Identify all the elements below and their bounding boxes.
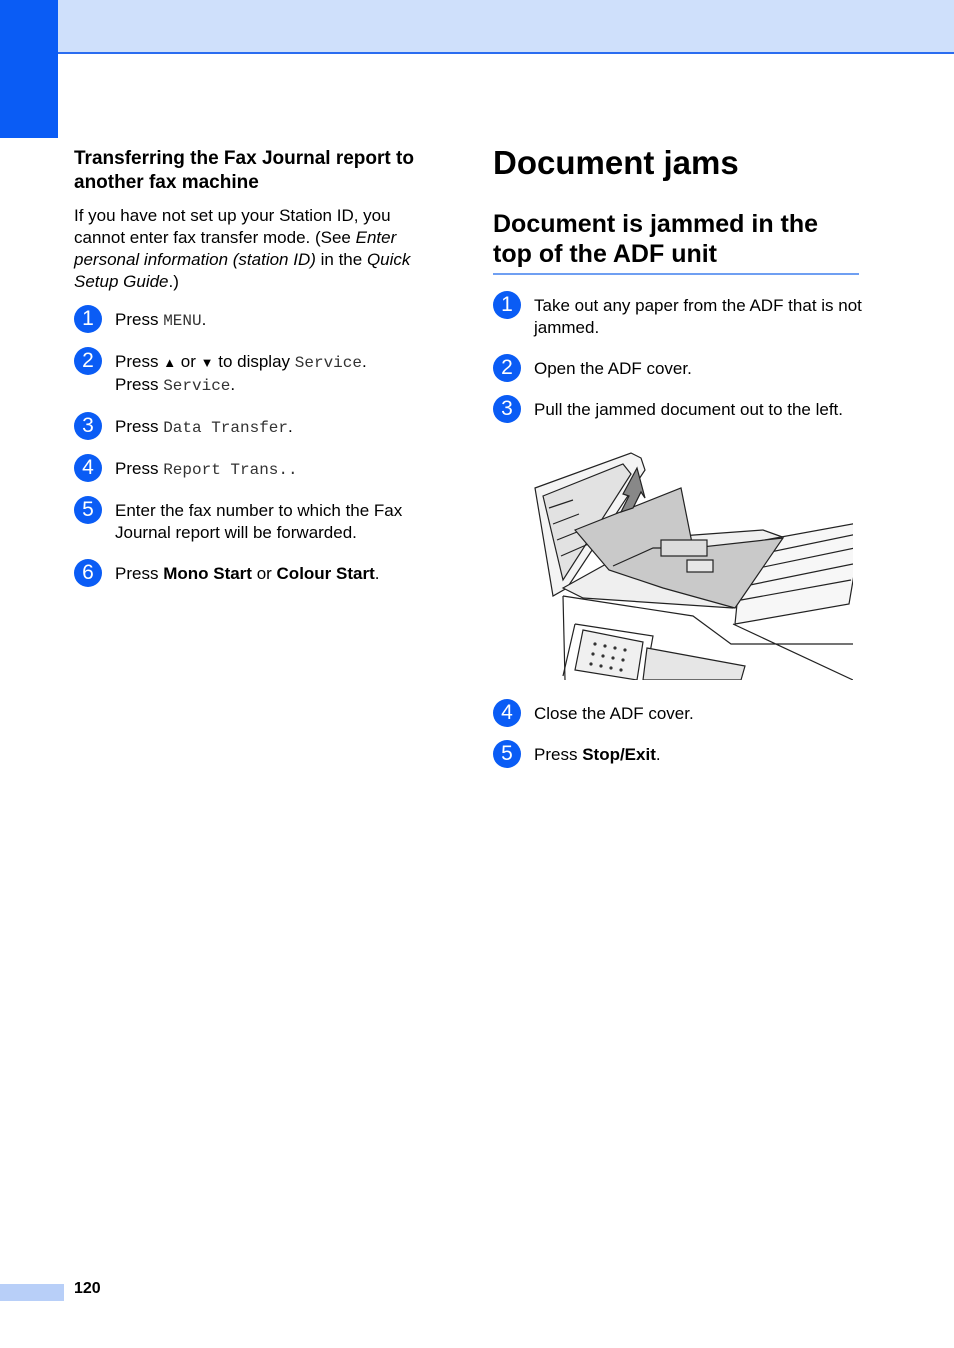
step-item <box>493 295 863 339</box>
step-number: 3 <box>74 412 102 440</box>
step-text: Press <box>115 459 164 478</box>
step-text: . <box>361 352 367 371</box>
step-text: Press <box>115 564 164 583</box>
step-item <box>74 416 446 439</box>
menu-key: Service <box>294 354 362 372</box>
down-arrow-icon: ▼ <box>200 355 214 370</box>
step-text: Press <box>115 352 164 371</box>
step-number: 3 <box>493 395 521 423</box>
step-item <box>74 458 446 481</box>
up-arrow-icon: ▲ <box>163 355 177 370</box>
section-title: Document is jammed in the top of the ADF unit <box>493 209 859 275</box>
menu-key: Service <box>163 377 231 395</box>
adf-jam-illustration <box>513 448 853 680</box>
step-item <box>493 703 863 725</box>
step-text: Take out any paper from the ADF that is not jammed. <box>534 296 862 337</box>
step-number: 1 <box>493 291 521 319</box>
intro-text: in the <box>315 250 367 269</box>
step-text: . <box>655 745 661 764</box>
intro-ref-station-id: Enter personal information (station ID) <box>74 228 397 269</box>
step-item <box>74 309 446 332</box>
step-item <box>74 563 446 585</box>
step-number: 1 <box>74 305 102 333</box>
chapter-tab <box>0 0 58 138</box>
step-number: 4 <box>74 454 102 482</box>
chapter-title: Document jams <box>493 144 739 181</box>
right-column <box>493 143 863 785</box>
intro-ref-guide: Quick Setup Guide <box>74 250 411 291</box>
header-band <box>0 0 954 54</box>
step-number: 4 <box>493 699 521 727</box>
step-text: Press <box>115 417 164 436</box>
step-text: Pull the jammed document out to the left. <box>534 400 844 419</box>
menu-key: Data Transfer <box>163 419 289 437</box>
key-name: Mono Start <box>163 564 252 583</box>
transfer-steps <box>74 309 446 585</box>
step-text: Close the ADF cover. <box>534 704 694 723</box>
step-item <box>74 351 446 397</box>
intro-paragraph <box>74 205 446 293</box>
step-text: Enter the fax number to which the Fax Journal report will be forwarded. <box>115 501 403 542</box>
step-item <box>74 500 446 544</box>
step-number: 6 <box>74 559 102 587</box>
adf-jam-steps <box>493 295 863 421</box>
adf-jam-steps-continued <box>493 703 863 766</box>
step-text: or <box>251 564 277 583</box>
menu-key: MENU <box>163 312 202 330</box>
key-name: Colour Start <box>276 564 375 583</box>
intro-text: If you have not set up your Station ID, you cannot enter fax transfer mode. (See <box>74 206 391 247</box>
step-text: Press <box>534 745 583 764</box>
step-text: to display <box>213 352 295 371</box>
step-number: 2 <box>74 347 102 375</box>
step-text: or <box>176 352 201 371</box>
page-number: 120 <box>74 1280 101 1297</box>
step-text: . <box>288 417 293 436</box>
subsection-title: Transferring the Fax Journal report to another fax machine <box>74 148 414 193</box>
left-column <box>74 147 446 604</box>
step-item <box>493 399 863 421</box>
step-item <box>493 744 863 766</box>
intro-text: .) <box>168 272 179 291</box>
step-item <box>493 358 863 380</box>
step-text: Press <box>115 310 164 329</box>
step-text: . <box>288 461 298 479</box>
step-text: . <box>374 564 380 583</box>
step-text: Open the ADF cover. <box>534 359 692 378</box>
footer-bar <box>0 1284 64 1301</box>
step-number: 2 <box>493 354 521 382</box>
step-number: 5 <box>493 740 521 768</box>
menu-key: Report Trans. <box>163 461 289 479</box>
step-text: Press <box>115 375 164 394</box>
step-text: . <box>230 375 236 394</box>
step-number: 5 <box>74 496 102 524</box>
step-text: . <box>201 310 207 329</box>
key-name: Stop/Exit <box>582 745 656 764</box>
